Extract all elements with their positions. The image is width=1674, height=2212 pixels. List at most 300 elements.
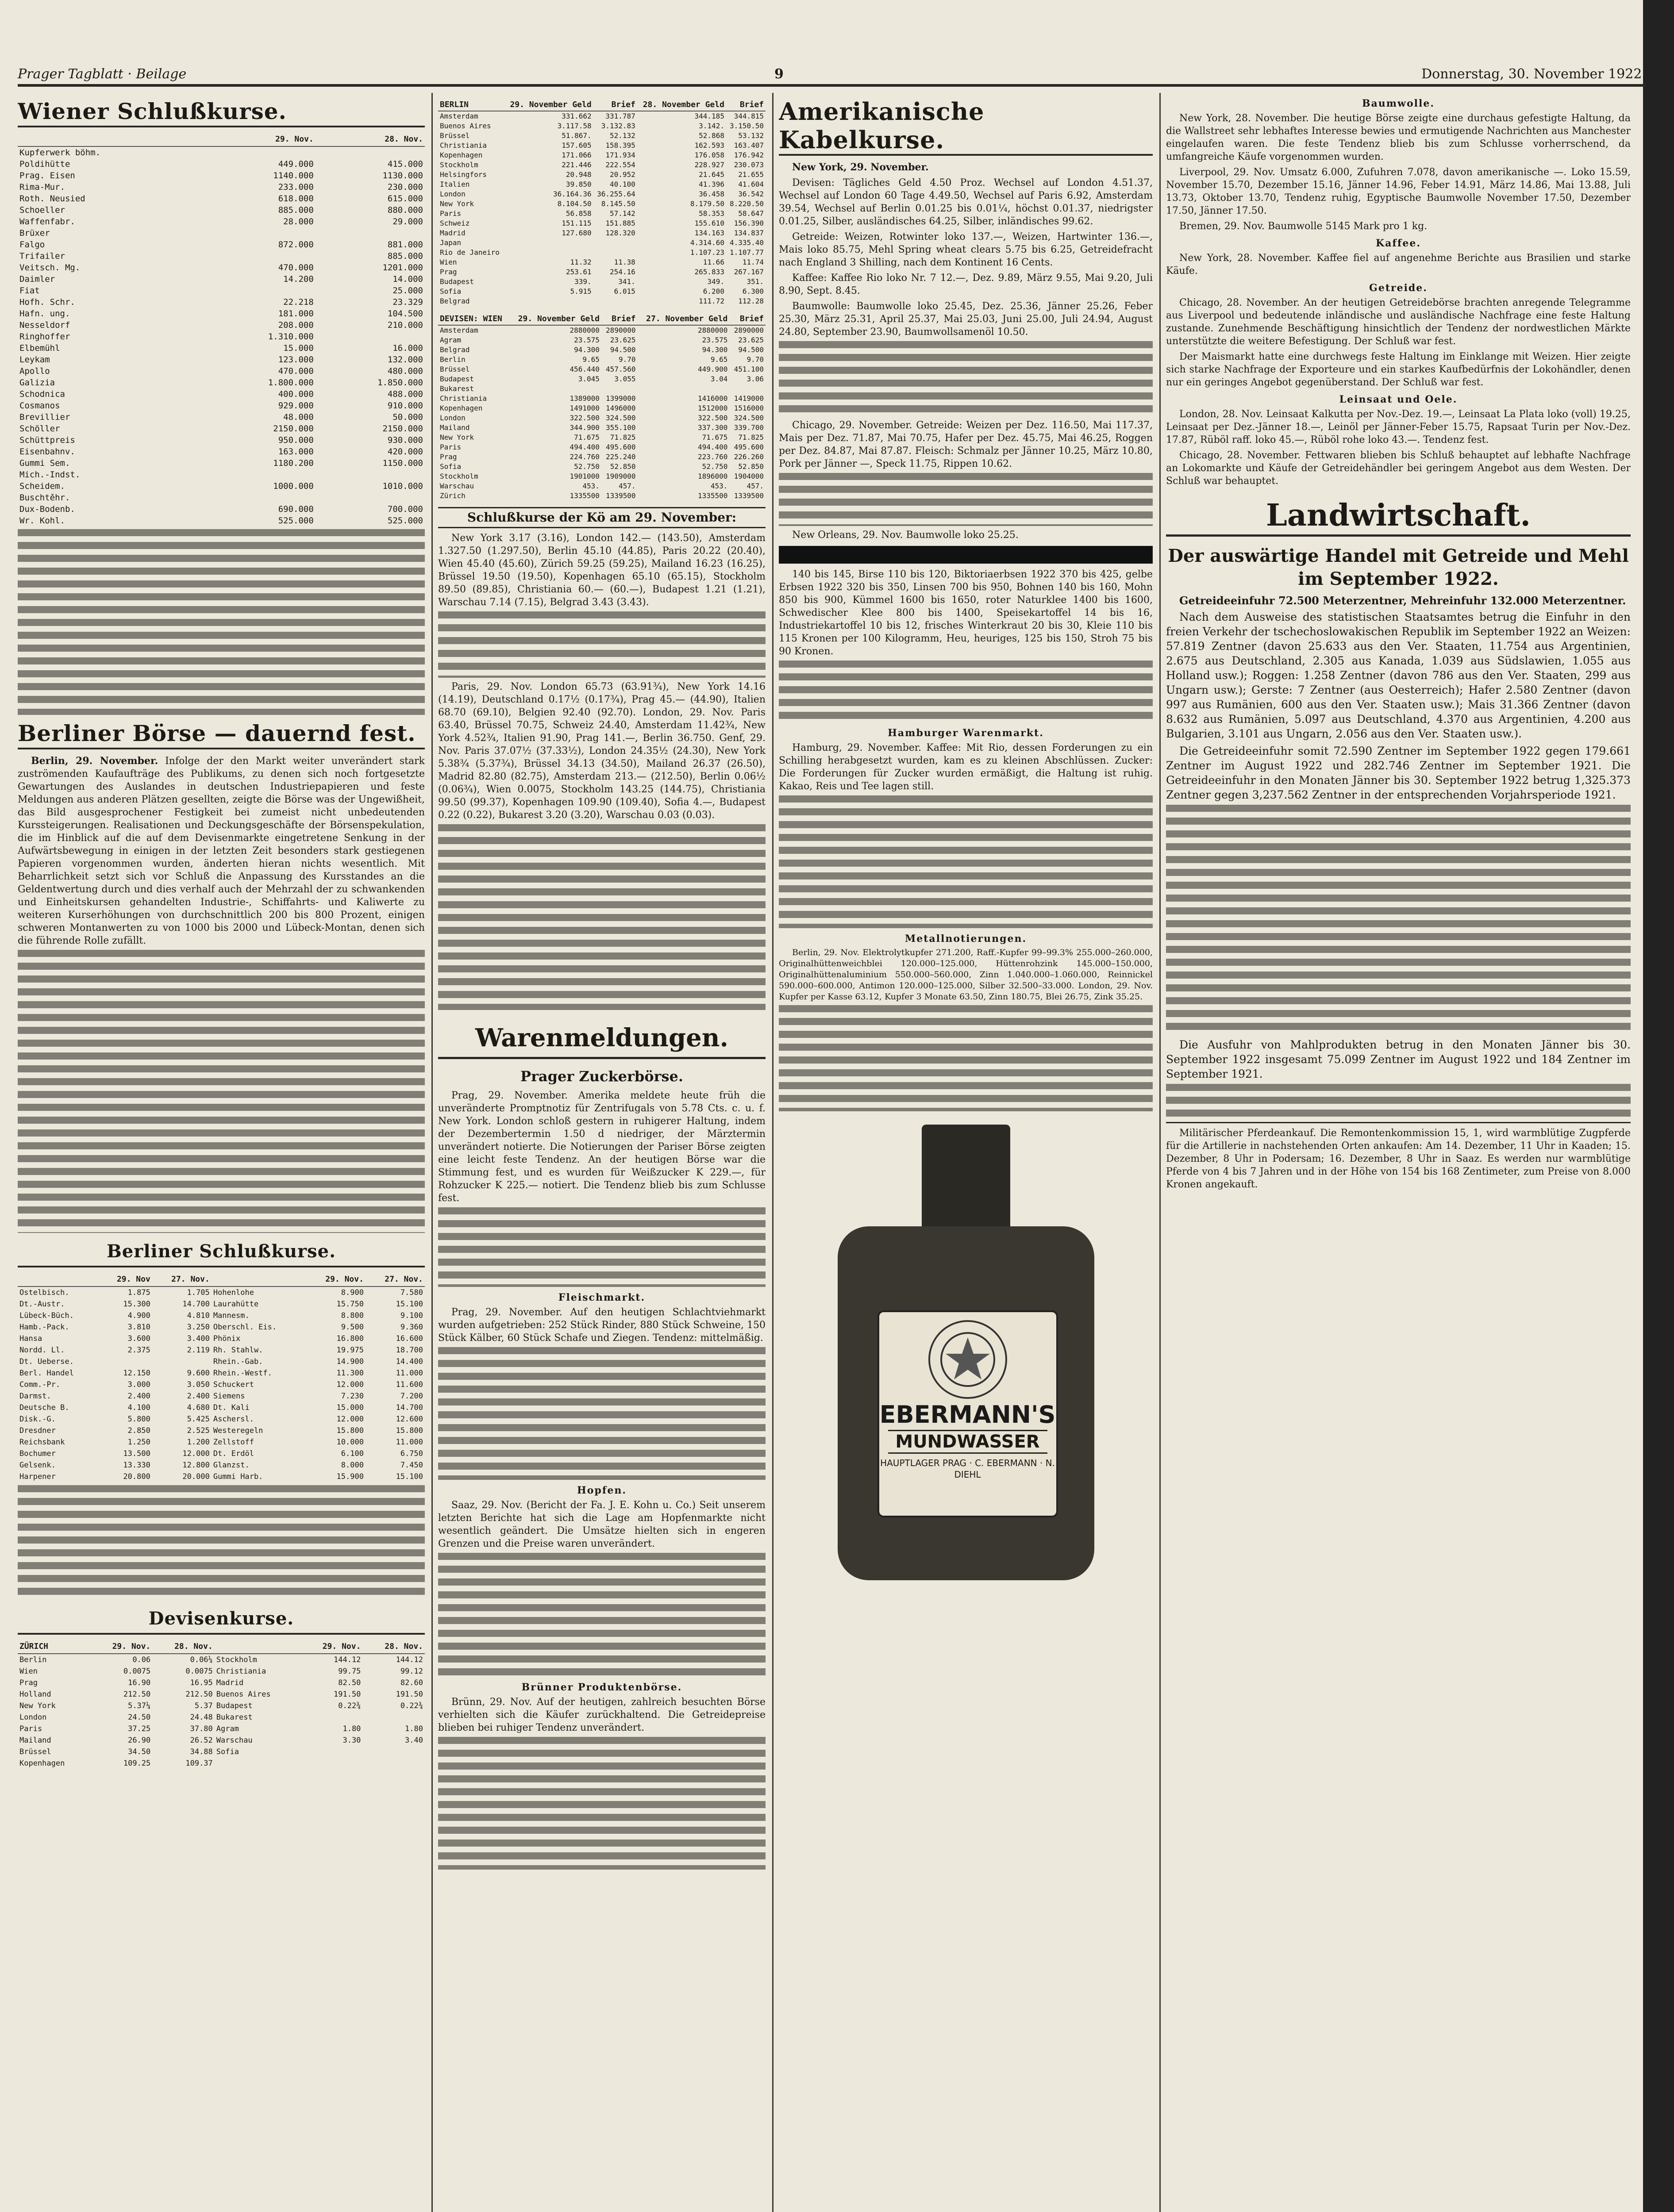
table-cell: 9.100 xyxy=(400,1311,423,1320)
row-label: Buschtěhr. xyxy=(19,493,70,503)
table-cell: 1339500 xyxy=(734,492,764,500)
table-cell: 453. xyxy=(582,482,600,490)
row-label: Prag xyxy=(19,1678,38,1687)
illegible-text-block xyxy=(779,1005,1153,1111)
table-cell: 13.330 xyxy=(123,1461,150,1470)
table-cell: 5.37¼ xyxy=(128,1701,151,1710)
table-row xyxy=(18,1459,425,1471)
row-label: Dt. Erdöl xyxy=(213,1449,254,1458)
table-cell: 1.80 xyxy=(342,1724,361,1733)
row-label: Brüssel xyxy=(440,131,470,140)
table-row xyxy=(18,1689,425,1700)
table-cell: 8.900 xyxy=(341,1288,364,1297)
table-cell: 1010.000 xyxy=(382,481,423,491)
metallnotierungen-text: Berlin, 29. Nov. Elektrolytkupfer 271.200, Raff.-Kupfer 99–99.3% 255.000–260.000, Originalhüttenweichblei 120.000–125.000, Hüttenrohzink 145.000–150.000, Originalhüttenaluminium 550.000–560.000, Zinn 1.040.000–1.060.000, Reinnickel 590.000–600.000, Antimon 120.000–125.000, Silber 32.500–33.000. London, 29. Nov. Kupfer per Kasse 63.12, Kupfer 3 Monate 63.50, Zinn 180.75, Blei 26.75, Zink 35.25. xyxy=(779,948,1153,1002)
table-cell: 1904000 xyxy=(734,472,764,480)
table-cell xyxy=(509,384,601,394)
metallnotierungen-title: Metallnotierungen. xyxy=(904,933,1027,945)
table-row xyxy=(438,248,766,257)
table-cell: 109.25 xyxy=(123,1759,151,1768)
table-cell: 162.593 xyxy=(694,141,724,150)
table-cell: 880.000 xyxy=(387,205,423,215)
table-row xyxy=(438,219,766,228)
illegible-text-block xyxy=(438,1737,766,1870)
illegible-text-block xyxy=(779,341,1153,416)
row-label: Rh. Stahlw. xyxy=(213,1346,263,1355)
row-label: Berlin xyxy=(440,355,466,364)
table-cell: 23.625 xyxy=(610,336,636,344)
table-cell: 52.132 xyxy=(609,131,635,140)
table-row xyxy=(438,141,766,150)
table-cell: 223.760 xyxy=(697,453,728,461)
table-cell: 52.850 xyxy=(610,462,636,471)
column-header: 28. November Geld xyxy=(637,99,726,111)
row-label: Mannesm. xyxy=(213,1311,250,1320)
table-cell: 1.705 xyxy=(187,1288,210,1297)
kaffee-title: Kaffee. xyxy=(1376,238,1421,249)
berliner-schlusskurse-title: Berliner Schlußkurse. xyxy=(18,1237,425,1267)
table-cell: 415.000 xyxy=(387,159,423,169)
table-row xyxy=(438,462,766,472)
table-cell: 15.000 xyxy=(283,343,314,353)
table-cell: 221.446 xyxy=(562,161,592,169)
table-cell: 3.04 xyxy=(710,375,728,383)
table-cell: 16.800 xyxy=(336,1334,364,1343)
table-row xyxy=(438,403,766,413)
berliner-schlusskurse-table xyxy=(18,1273,425,1482)
table-row xyxy=(18,365,425,377)
bruenner-boerse-text: Brünn, 29. Nov. Auf der heutigen, zahlreich besuchten Börse verhielten sich die Käufer zurückhaltend. Die Getreidepreise blieben bei ruhiger Tendenz unverändert. xyxy=(438,1697,766,1733)
header-date: Donnerstag, 30. November 1922. xyxy=(1421,66,1646,82)
table-row xyxy=(18,1310,425,1321)
table-cell: 2150.000 xyxy=(273,424,314,434)
table-cell: 2.400 xyxy=(127,1392,150,1401)
column-header: 28. Nov. xyxy=(152,1640,215,1654)
table-row xyxy=(18,331,425,342)
column-header: Brief xyxy=(726,99,766,111)
table-cell: 9.65 xyxy=(582,355,600,364)
column-header: 27. Nov. xyxy=(366,1273,425,1286)
row-label: Aschersl. xyxy=(213,1415,254,1424)
row-label: Ostelbisch. xyxy=(19,1288,69,1297)
table-cell: 12.150 xyxy=(123,1369,150,1378)
table-cell: 1.850.000 xyxy=(377,378,423,388)
table-row xyxy=(438,267,766,277)
table-cell: 3.06 xyxy=(747,375,764,383)
table-cell: 228.927 xyxy=(694,161,724,169)
row-label: Sofia xyxy=(216,1747,239,1756)
table-cell: 1130.000 xyxy=(382,171,423,180)
table-cell: 16.600 xyxy=(396,1334,423,1343)
column-1 xyxy=(18,93,425,2212)
table-cell: 158.395 xyxy=(605,141,635,150)
table-cell: 15.800 xyxy=(396,1426,423,1435)
kaffee-text: New York, 28. November. Kaffee fiel auf angenehme Berichte aus Brasilien und starke Käufe. xyxy=(1166,253,1631,276)
table-cell xyxy=(300,1746,363,1758)
table-cell: 3.050 xyxy=(187,1380,210,1389)
table-cell: 1.800.000 xyxy=(268,378,314,388)
table-cell: 4.314.60 xyxy=(690,238,724,247)
table-row xyxy=(18,1723,425,1735)
table-cell xyxy=(206,250,316,262)
table-row xyxy=(438,257,766,267)
table-cell: 12.000 xyxy=(336,1415,364,1424)
table-cell: 226.260 xyxy=(734,453,764,461)
table-cell xyxy=(206,285,316,296)
column-header: 28. Nov. xyxy=(316,133,425,146)
table-row xyxy=(438,472,766,481)
landwirtschaft-lead: Getreideeinfuhr 72.500 Meterzentner, Mehreinfuhr 132.000 Meterzentner. xyxy=(1179,594,1626,607)
table-cell: 191.50 xyxy=(334,1690,361,1699)
table-row xyxy=(18,308,425,319)
table-row xyxy=(18,1344,425,1356)
landwirtschaft-text-1: Nach dem Ausweise des statistischen Staatsamtes betrug die Einfuhr in den freien Verkehr der tschechoslowakischen Republik im September 1922 an Weizen: 57.819 Zentner (davon 25.633 aus den Ver. Staaten, 11.754 aus Argentinien, 2.675 aus Deutschland, 2.305 aus Kanada, 1.039 aus Südslawien, 1.055 aus Holland usw.); Roggen: 1.258 Zentner (davon 786 aus den Ver. Staaten, 299 aus Ungarn usw.); Gerste: 7 Zentner (aus Oesterreich); Hafer 2.580 Zentner (davon 997 aus Rumänien, 600 aus den Ver. Staaten usw.); Mais 31.366 Zentner (davon 8.632 aus Rumänien, 5.097 aus Deutschland, 4.370 aus Argentinien, 4.200 aus Bulgarien, 3.101 aus Ungarn, 2.056 aus den Ver. Staaten usw.). xyxy=(1166,611,1631,740)
table-row xyxy=(18,181,425,193)
row-label: Rio de Janeiro xyxy=(440,248,500,257)
table-row xyxy=(438,160,766,170)
table-row xyxy=(18,193,425,204)
table-cell xyxy=(362,1746,425,1758)
table-cell: 181.000 xyxy=(278,309,314,319)
column-header: Brief xyxy=(729,313,766,325)
row-label: Holland xyxy=(19,1690,51,1699)
column-header: BERLIN xyxy=(438,99,504,111)
table-row xyxy=(18,388,425,400)
column-2 xyxy=(438,93,766,2212)
table-cell: 1339500 xyxy=(606,492,636,500)
table-cell: 9.600 xyxy=(187,1369,210,1378)
table-cell: 11.000 xyxy=(396,1438,423,1447)
row-label: Amsterdam xyxy=(440,326,478,334)
row-label: Dux-Bodenb. xyxy=(19,504,75,514)
row-label: Daimler xyxy=(19,274,55,284)
row-label: Italien xyxy=(440,180,470,188)
table-cell: 6.100 xyxy=(341,1449,364,1458)
table-cell: 7.200 xyxy=(400,1392,423,1401)
row-label: Schodnica xyxy=(19,389,65,399)
table-cell: 322.500 xyxy=(570,414,600,422)
table-cell: 58.647 xyxy=(738,209,764,218)
table-cell: 15.300 xyxy=(123,1300,150,1309)
table-cell: 29.000 xyxy=(393,217,423,227)
table-cell: 0.0075 xyxy=(123,1667,151,1676)
table-cell: 15.750 xyxy=(336,1300,364,1309)
table-cell: 344.815 xyxy=(734,112,764,120)
table-row xyxy=(18,1413,425,1425)
table-cell: 267.167 xyxy=(734,268,764,276)
table-row xyxy=(438,277,766,287)
fleischmarkt-text: Prag, 29. November. Auf den heutigen Schlachtviehmarkt wurden aufgetrieben: 252 Stück Rinder, 880 Stück Schweine, 150 Stück Kälber, 60 Stück Schafe und Ziegen. Tendenz: mittelmäßig. xyxy=(438,1307,766,1344)
hamburger-warenmarkt-text: Hamburg, 29. November. Kaffee: Mit Rio, dessen Forderungen zu ein Schilling herabgesetzt wurden, kam es zu kleinen Abschlüssen. Zucker: Die Forderungen für Zucker wurden ermäßigt, die Haltung ist ruhig. Kakao, Reis und Tee lagen still. xyxy=(779,742,1153,792)
table-cell: 0.22¾ xyxy=(400,1701,423,1710)
table-cell: 8.179.50 xyxy=(690,200,724,208)
table-cell: 94.500 xyxy=(738,346,764,354)
row-label: Scheidem. xyxy=(19,481,65,491)
table-cell: 52.850 xyxy=(738,462,764,471)
table-cell: 14.200 xyxy=(283,274,314,284)
row-label: Kopenhagen xyxy=(19,1759,65,1768)
table-cell: 16.000 xyxy=(393,343,423,353)
column-rule xyxy=(772,93,774,2212)
row-label: Christiania xyxy=(216,1667,266,1676)
table-cell: 265.833 xyxy=(694,268,724,276)
getreide-text: Chicago, 28. November. An der heutigen Getreidebörse brachten anregende Telegramme aus Liverpool und bedeutende inländische und ausländische Nachfrage eine feste Haltung zustande. Zunehmende Beschäftigung hinsichtlich der Tendenz der nordwestlichen Märkte unterstützte die weitere Befestigung. Der Schluß war fest. xyxy=(1166,297,1631,347)
row-label: Prag. Eisen xyxy=(19,171,75,180)
ko-schlusskurse-title: Schlußkurse der Kö am 29. November: xyxy=(438,507,766,528)
table-cell: 2150.000 xyxy=(382,424,423,434)
table-cell: 3.600 xyxy=(127,1334,150,1343)
row-label: Budapest xyxy=(440,375,474,383)
row-label: New York xyxy=(440,200,474,208)
table-cell: 3.117.58 xyxy=(557,122,592,130)
table-cell: 3.40 xyxy=(405,1736,423,1745)
table-row xyxy=(18,1666,425,1677)
table-cell: 11.32 xyxy=(570,258,592,266)
row-label: Helsingfors xyxy=(440,170,487,179)
table-cell: 872.000 xyxy=(278,240,314,250)
table-cell: 12.000 xyxy=(182,1449,210,1458)
row-label: Cosmanos xyxy=(19,401,60,411)
row-label: Paris xyxy=(19,1724,42,1733)
ko-schlusskurse-text: New York 3.17 (3.16), London 142.— (143.50), Amsterdam 1.327.50 (1.297.50), Berlin 45.10 (44.85), Paris 20.22 (20.40), Wien 45.40 (45.60), Zürich 59.25 (59.25), Mailand 16.23 (16.25), Brüssel 19.50 (19.50), Kopenhagen 65.10 (65.15), Stockholm 89.50 (89.85), Christiania 60.— (60.—), Budapest 1.21 (1.21), Warschau 7.14 (7.15), Belgrad 3.43 (3.43). xyxy=(438,533,766,608)
table-row xyxy=(18,250,425,262)
row-label: Paris xyxy=(440,443,462,451)
table-cell: 1150.000 xyxy=(382,458,423,468)
row-label: Glanzst. xyxy=(213,1461,250,1470)
table-cell: 127.680 xyxy=(562,229,592,237)
table-cell: 1.875 xyxy=(127,1288,150,1297)
row-label: Nordd. Ll. xyxy=(19,1346,65,1355)
table-cell: 171.934 xyxy=(605,151,635,159)
row-label: Prag xyxy=(440,453,457,461)
table-cell: 14.900 xyxy=(336,1357,364,1366)
row-label: Stockholm xyxy=(440,161,478,169)
table-cell: 19.975 xyxy=(336,1346,364,1355)
table-cell: 12.000 xyxy=(336,1380,364,1389)
table-cell: 212.50 xyxy=(185,1690,213,1699)
illegible-text-block xyxy=(779,473,1153,526)
table-cell: 34.88 xyxy=(190,1747,213,1756)
row-label: Wien xyxy=(440,258,457,266)
table-cell: 1419000 xyxy=(734,394,764,403)
table-cell: 20.800 xyxy=(123,1472,150,1481)
row-label: Dresdner xyxy=(19,1426,56,1435)
warenmeldungen-title: Warenmeldungen. xyxy=(438,1019,766,1059)
table-cell: 1140.000 xyxy=(273,171,314,180)
landwirtschaft-title: Landwirtschaft. xyxy=(1166,496,1631,537)
illegible-text-block xyxy=(438,611,766,678)
table-cell: 21.655 xyxy=(738,170,764,179)
column-header xyxy=(215,1640,300,1654)
table-row xyxy=(18,1367,425,1379)
table-cell: 82.60 xyxy=(400,1678,423,1687)
table-cell: 1000.000 xyxy=(273,481,314,491)
table-cell: 151.885 xyxy=(605,219,635,227)
table-cell: 37.25 xyxy=(128,1724,151,1733)
row-label: Darmst. xyxy=(19,1392,51,1401)
table-cell: 134.163 xyxy=(694,229,724,237)
row-label: Christiania xyxy=(440,394,487,403)
table-cell xyxy=(593,296,637,306)
table-cell: 456.440 xyxy=(570,365,600,373)
table-cell: 15.900 xyxy=(336,1472,364,1481)
table-cell xyxy=(316,492,425,503)
table-row xyxy=(438,170,766,180)
table-cell: 21.645 xyxy=(699,170,724,179)
pferdeankauf-text: Militärischer Pferdeankauf. Die Remontenkommission 15, 1, wird warmblütige Zugpferde für die Artillerie in nachstehenden Orten ankaufen: Am 14. Dezember, 11 Uhr in Kaaden; 15. Dezember, 8 Uhr in Podersam; 16. Dezember, 8 Uhr in Saaz. Es werden nur warmblütige Pferde von 4 bis 7 Jahren und in der Höhe von 154 bis 168 Zentimeter, zum Preise von 8.000 Kronen angekauft. xyxy=(1166,1122,1631,1191)
chicago-fettwaren-text: Chicago, 28. November. Fettwaren blieben bis Schluß behauptet auf lebhafte Nachfrage an Lokomarkte und Käufe der Getreidehändler bei geringem Angebot aus dem Westen. Der Schluß war behauptet. xyxy=(1166,450,1631,487)
table-cell: 26.52 xyxy=(190,1736,213,1745)
row-label: Schoeller xyxy=(19,205,65,215)
table-cell: 4.810 xyxy=(187,1311,210,1320)
column-header xyxy=(212,1273,306,1286)
table-cell: 331.787 xyxy=(605,112,635,120)
row-label: Waffenfabr. xyxy=(19,217,75,227)
row-label: Bukarest xyxy=(216,1713,253,1722)
liverpool-text: Liverpool, 29. Nov. Umsatz 6.000, Zufuhren 7.078, davon amerikanische —. Loko 15.59, November 15.70, Dezember 15.16, Jänner 14.96, Feber 14.91, März 14.86, Mai 13.88, Juli 13.73, Oktober 13.70, Tendenz ruhig, Egyptische Baumwolle November 17.50, Dezember 17.50, Jänner 17.50. xyxy=(1166,167,1631,216)
column-header: DEVISEN: WIEN xyxy=(438,313,509,325)
table-row xyxy=(438,491,766,501)
table-cell: 488.000 xyxy=(387,389,423,399)
table-row xyxy=(18,515,425,526)
row-label: Buenos Aires xyxy=(440,122,491,130)
table-row xyxy=(438,442,766,452)
row-label: Berl. Handel xyxy=(19,1369,74,1378)
table-row xyxy=(18,1758,425,1769)
landwirtschaft-subtitle: Der auswärtige Handel mit Getreide und Mehl im September 1922. xyxy=(1168,545,1629,589)
table-cell: 1901000 xyxy=(570,472,600,480)
table-row xyxy=(438,325,766,335)
table-cell: 26.90 xyxy=(128,1736,151,1745)
table-cell: 52.750 xyxy=(574,462,600,471)
table-cell: 14.700 xyxy=(182,1300,210,1309)
row-label: Christiania xyxy=(440,141,487,150)
table-row xyxy=(18,296,425,308)
table-cell: 9.70 xyxy=(618,355,636,364)
table-row xyxy=(18,273,425,285)
table-row xyxy=(18,158,425,170)
table-cell: 400.000 xyxy=(278,389,314,399)
table-row xyxy=(18,423,425,434)
row-label: Lübeck-Büch. xyxy=(19,1311,74,1320)
row-label: Elbemühl xyxy=(19,343,60,353)
table-cell: 11.74 xyxy=(742,258,764,266)
table-cell: 344.900 xyxy=(570,423,600,432)
table-cell: 57.142 xyxy=(609,209,635,218)
row-label: Belgrad xyxy=(440,297,470,305)
table-cell: 15.100 xyxy=(396,1472,423,1481)
row-label: Oberschl. Eis. xyxy=(213,1323,277,1332)
row-label: Kupferwerk böhm. xyxy=(19,148,101,157)
row-label: Kopenhagen xyxy=(440,404,483,412)
table-cell: 20.000 xyxy=(182,1472,210,1481)
row-label: Hafn. ung. xyxy=(19,309,70,319)
table-row xyxy=(438,481,766,491)
table-cell: 420.000 xyxy=(387,447,423,457)
row-label: Roth. Neusied xyxy=(19,194,85,204)
table-cell: 25.000 xyxy=(393,286,423,296)
table-cell xyxy=(300,1712,363,1723)
table-cell xyxy=(206,227,316,239)
table-row xyxy=(18,227,425,239)
bottle-neck-shape xyxy=(922,1125,1010,1240)
table-cell: 8.220.50 xyxy=(729,200,764,208)
table-cell: 1.107.77 xyxy=(729,248,764,257)
table-row xyxy=(438,287,766,296)
table-cell: 615.000 xyxy=(387,194,423,204)
table-cell: 36.458 xyxy=(699,190,724,198)
illegible-text-block xyxy=(18,1485,425,1600)
table-cell: 494.400 xyxy=(570,443,600,451)
table-row xyxy=(18,469,425,480)
table-cell: 351. xyxy=(747,277,764,286)
row-label: Brevillier xyxy=(19,412,70,422)
table-header xyxy=(18,1273,425,1286)
table-cell: 144.12 xyxy=(334,1655,361,1664)
table-row xyxy=(438,433,766,442)
table-cell: 930.000 xyxy=(387,435,423,445)
table-cell: 23.625 xyxy=(738,336,764,344)
table-row xyxy=(18,1700,425,1712)
table-header xyxy=(438,313,766,325)
column-header: 29. Nov. xyxy=(300,1640,363,1654)
table-cell: 1496000 xyxy=(606,404,636,412)
table-cell: 9.65 xyxy=(710,355,728,364)
table-cell: 2.375 xyxy=(127,1346,150,1355)
hopfen-text: Saaz, 29. Nov. (Bericht der Fa. J. E. Kohn u. Co.) Seit unserem letzten Berichte hat sich die Lage am Hopfenmarkte nicht wesentlich geändert. Die Umsätze hielten sich in engeren Grenzen und die Preise waren unverändert. xyxy=(438,1500,766,1549)
table-cell: 7.230 xyxy=(341,1392,364,1401)
table-row xyxy=(18,1390,425,1402)
table-cell: 2.525 xyxy=(187,1426,210,1435)
table-cell: 3.30 xyxy=(342,1736,361,1745)
row-label: Siemens xyxy=(213,1392,245,1401)
table-cell: 36.255.64 xyxy=(597,190,635,198)
row-label: Berlin xyxy=(19,1655,47,1664)
table-cell: 2890000 xyxy=(734,326,764,334)
row-label: Veitsch. Mg. xyxy=(19,263,81,273)
table-cell: 9.500 xyxy=(341,1323,364,1332)
table-cell: 222.554 xyxy=(605,161,635,169)
page-number: 9 xyxy=(774,66,784,82)
table-row xyxy=(18,377,425,388)
ad-maker-line: HAUPTLAGER PRAG · C. EBERMANN · N. DIEHL xyxy=(880,1458,1055,1480)
table-row xyxy=(18,434,425,446)
hamburger-warenmarkt-title: Hamburger Warenmarkt. xyxy=(888,727,1044,739)
row-label: Deutsche B. xyxy=(19,1403,69,1412)
table-cell: 1416000 xyxy=(697,394,728,403)
column-header: 28. Nov. xyxy=(362,1640,425,1654)
table-cell: 8.145.50 xyxy=(601,200,635,208)
table-row xyxy=(438,209,766,219)
row-label: Madrid xyxy=(440,229,466,237)
table-cell: 191.50 xyxy=(396,1690,423,1699)
table-row xyxy=(438,189,766,199)
row-label: Dt. Kali xyxy=(213,1403,250,1412)
table-header xyxy=(18,1640,425,1654)
table-cell: 11.300 xyxy=(336,1369,364,1378)
table-cell: 253.61 xyxy=(566,268,592,276)
table-cell: 225.240 xyxy=(606,453,636,461)
table-cell: 4.100 xyxy=(127,1403,150,1412)
table-cell: 71.825 xyxy=(610,433,636,442)
column-header: 27. Nov. xyxy=(152,1273,212,1286)
row-label: Leykam xyxy=(19,355,50,365)
row-label: Laurahütte xyxy=(213,1300,259,1309)
table-row xyxy=(18,262,425,273)
table-cell: 1.250 xyxy=(127,1438,150,1447)
table-cell xyxy=(152,1356,212,1367)
table-cell: 11.66 xyxy=(703,258,724,266)
